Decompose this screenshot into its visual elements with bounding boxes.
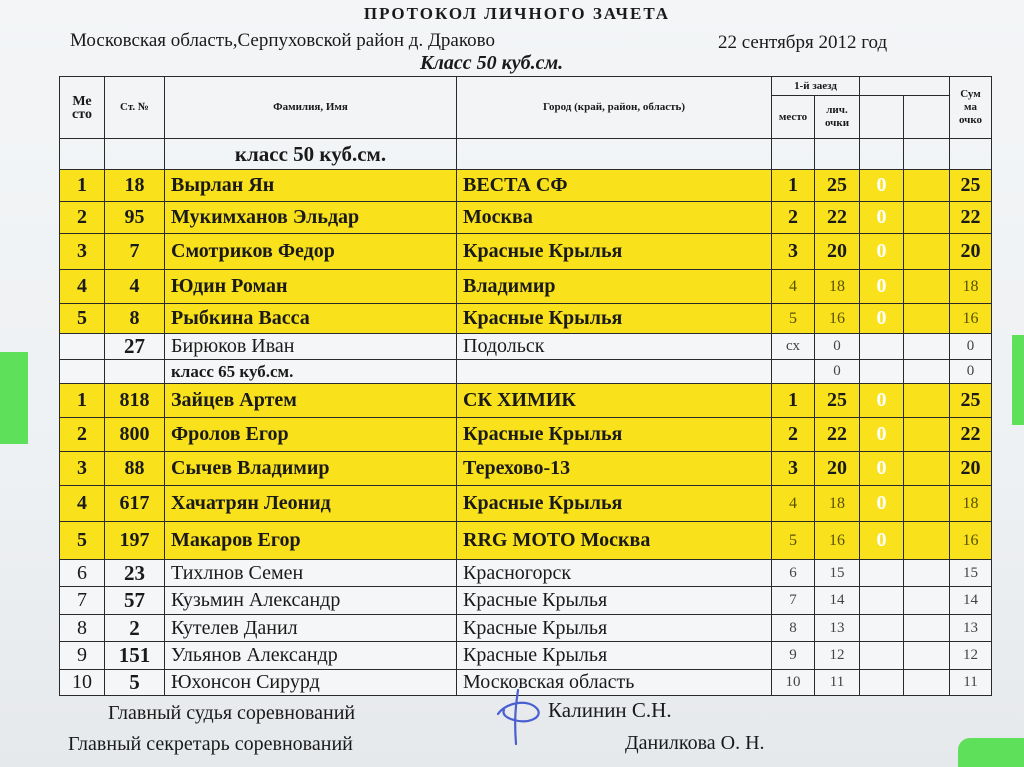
green-tab-right: [1012, 335, 1024, 425]
race-place-cell: 9: [772, 642, 815, 670]
start-no-cell: 197: [105, 522, 165, 560]
total-cell: 11: [950, 670, 992, 696]
table-row: [60, 384, 992, 418]
total-cell: 15: [950, 560, 992, 587]
name-cell: Вырлан Ян: [165, 170, 457, 202]
total-cell: 25: [950, 170, 992, 202]
place-cell: 3: [60, 452, 105, 486]
empty-cell: [904, 642, 950, 670]
points-cell: 11: [815, 670, 860, 696]
col-blank: [860, 77, 950, 96]
empty-cell: [904, 304, 950, 334]
col-city: Город (край, район, область): [457, 77, 772, 139]
table-row: [60, 522, 992, 560]
points-cell: 18: [815, 486, 860, 522]
zero-cell: [860, 334, 904, 360]
city-cell: Московская область: [457, 670, 772, 696]
judge-label: Главный судья соревнований: [108, 702, 356, 724]
total-cell: 18: [950, 486, 992, 522]
section-row: [60, 360, 992, 384]
race-place-cell: 5: [772, 304, 815, 334]
table-row: [60, 486, 992, 522]
total-cell: 16: [950, 304, 992, 334]
start-no-cell: 18: [105, 170, 165, 202]
race-place-cell: 1: [772, 170, 815, 202]
start-no-cell: 23: [105, 560, 165, 587]
city-cell: Красные Крылья: [457, 486, 772, 522]
points-cell: 0: [815, 360, 860, 384]
city-cell: Красные Крылья: [457, 234, 772, 270]
total-cell: 14: [950, 587, 992, 615]
place-cell: 1: [60, 384, 105, 418]
class-heading: Класс 50 куб.см.: [420, 52, 564, 74]
section-row: [60, 139, 992, 170]
city-cell: Красные Крылья: [457, 418, 772, 452]
col-place: Ме сто: [60, 77, 105, 139]
total-cell: 18: [950, 270, 992, 304]
total-cell: 13: [950, 615, 992, 642]
zero-cell: [860, 560, 904, 587]
total-cell: 25: [950, 384, 992, 418]
name-cell: Юдин Роман: [165, 270, 457, 304]
points-cell: 14: [815, 587, 860, 615]
table-row: [60, 615, 992, 642]
city-cell: Москва: [457, 202, 772, 234]
city-cell: Красные Крылья: [457, 642, 772, 670]
name-cell: Ульянов Александр: [165, 642, 457, 670]
points-cell: 13: [815, 615, 860, 642]
table-row: [60, 304, 992, 334]
place-cell: 7: [60, 587, 105, 615]
start-no-cell: 2: [105, 615, 165, 642]
col-start-no: Ст. №: [105, 77, 165, 139]
name-cell: Рыбкина Васса: [165, 304, 457, 334]
total-cell: 12: [950, 642, 992, 670]
event-date: 22 сентября 2012 год: [718, 32, 888, 53]
empty-cell: [904, 202, 950, 234]
place-cell: 5: [60, 304, 105, 334]
total-cell: 0: [950, 360, 992, 384]
table-row: [60, 234, 992, 270]
city-cell: ВЕСТА СФ: [457, 170, 772, 202]
secretary-name: Данилкова О. Н.: [625, 732, 765, 754]
start-no-cell: 4: [105, 270, 165, 304]
total-cell: 20: [950, 452, 992, 486]
points-cell: 22: [815, 202, 860, 234]
race-place-cell: 3: [772, 452, 815, 486]
place-cell: 6: [60, 560, 105, 587]
start-no-cell: 57: [105, 587, 165, 615]
place-cell: 9: [60, 642, 105, 670]
zero-cell: 0: [860, 304, 904, 334]
results-table: [59, 76, 992, 696]
start-no-cell: 818: [105, 384, 165, 418]
start-no-cell: 151: [105, 642, 165, 670]
empty-cell: [904, 234, 950, 270]
total-cell: 22: [950, 202, 992, 234]
start-no-cell: 95: [105, 202, 165, 234]
name-cell: Кутелев Данил: [165, 615, 457, 642]
page-title: ПРОТОКОЛ ЛИЧНОГО ЗАЧЕТА: [363, 4, 671, 23]
zero-cell: [860, 670, 904, 696]
zero-cell: 0: [860, 418, 904, 452]
table-row: [60, 418, 992, 452]
empty-cell: [904, 418, 950, 452]
empty-cell: [904, 270, 950, 304]
race-place-cell: 6: [772, 560, 815, 587]
empty-cell: [904, 334, 950, 360]
secretary-label: Главный секретарь соревнований: [68, 733, 353, 755]
section-class-65: класс 65 куб.см.: [165, 360, 457, 384]
empty-cell: [904, 560, 950, 587]
rows-class-65: [60, 384, 992, 696]
empty-cell: [904, 384, 950, 418]
zero-cell: 0: [860, 486, 904, 522]
name-cell: Зайцев Артем: [165, 384, 457, 418]
race-place-cell: 1: [772, 384, 815, 418]
zero-cell: [860, 615, 904, 642]
points-cell: 16: [815, 304, 860, 334]
green-tab-bottom-right: [958, 738, 1024, 767]
points-cell: 15: [815, 560, 860, 587]
city-cell: RRG МОТО Москва: [457, 522, 772, 560]
name-cell: Бирюков Иван: [165, 334, 457, 360]
city-cell: Терехово-13: [457, 452, 772, 486]
section-class-50: класс 50 куб.см.: [165, 139, 457, 170]
city-cell: Красные Крылья: [457, 304, 772, 334]
place-cell: 4: [60, 270, 105, 304]
city-cell: Красногорск: [457, 560, 772, 587]
points-cell: 0: [815, 334, 860, 360]
name-cell: Фролов Егор: [165, 418, 457, 452]
race-place-cell: 7: [772, 587, 815, 615]
table-row: [60, 452, 992, 486]
city-cell: СК ХИМИК: [457, 384, 772, 418]
start-no-cell: 800: [105, 418, 165, 452]
place-cell: 5: [60, 522, 105, 560]
col-empty-a: [860, 96, 904, 139]
points-cell: 22: [815, 418, 860, 452]
race-place-cell: сх: [772, 334, 815, 360]
points-cell: 12: [815, 642, 860, 670]
zero-cell: 0: [860, 270, 904, 304]
place-cell: 10: [60, 670, 105, 696]
points-cell: 16: [815, 522, 860, 560]
points-cell: 20: [815, 234, 860, 270]
name-cell: Мукимханов Эльдар: [165, 202, 457, 234]
empty-cell: [904, 522, 950, 560]
zero-cell: 0: [860, 522, 904, 560]
col-name: Фамилия, Имя: [165, 77, 457, 139]
rows-class-50: [60, 170, 992, 360]
place-cell: 3: [60, 234, 105, 270]
city-cell: Красные Крылья: [457, 587, 772, 615]
table-row: [60, 170, 992, 202]
points-cell: 25: [815, 170, 860, 202]
city-cell: Подольск: [457, 334, 772, 360]
table-row: [60, 642, 992, 670]
table-row: [60, 270, 992, 304]
race-place-cell: 5: [772, 522, 815, 560]
empty-cell: [904, 615, 950, 642]
name-cell: Сычев Владимир: [165, 452, 457, 486]
col-total: Сум ма очко: [950, 77, 992, 139]
start-no-cell: 7: [105, 234, 165, 270]
race-place-cell: 4: [772, 486, 815, 522]
place-cell: 2: [60, 202, 105, 234]
name-cell: Хачатрян Леонид: [165, 486, 457, 522]
points-cell: 20: [815, 452, 860, 486]
empty-cell: [904, 170, 950, 202]
zero-cell: 0: [860, 202, 904, 234]
place-cell: [60, 334, 105, 360]
total-cell: 0: [950, 334, 992, 360]
col-race1: 1-й заезд: [772, 77, 860, 96]
place-cell: 1: [60, 170, 105, 202]
place-cell: 4: [60, 486, 105, 522]
empty-cell: [904, 452, 950, 486]
table-row: [60, 560, 992, 587]
start-no-cell: 617: [105, 486, 165, 522]
event-location: Московская область,Серпуховской район д. Драково: [70, 30, 495, 51]
zero-cell: 0: [860, 170, 904, 202]
table-row: [60, 587, 992, 615]
city-cell: Владимир: [457, 270, 772, 304]
judge-signature: [488, 684, 544, 748]
empty-cell: [904, 486, 950, 522]
green-tab-left: [0, 352, 28, 444]
race-place-cell: 10: [772, 670, 815, 696]
empty-cell: [904, 587, 950, 615]
name-cell: Кузьмин Александр: [165, 587, 457, 615]
race-place-cell: 2: [772, 202, 815, 234]
name-cell: Макаров Егор: [165, 522, 457, 560]
name-cell: Тихлнов Семен: [165, 560, 457, 587]
col-empty-b: [904, 96, 950, 139]
col-race-points: лич. очки: [815, 96, 860, 139]
zero-cell: 0: [860, 452, 904, 486]
start-no-cell: 27: [105, 334, 165, 360]
name-cell: Смотриков Федор: [165, 234, 457, 270]
start-no-cell: 5: [105, 670, 165, 696]
col-race-place: место: [772, 96, 815, 139]
start-no-cell: 8: [105, 304, 165, 334]
zero-cell: 0: [860, 384, 904, 418]
place-cell: 2: [60, 418, 105, 452]
city-cell: Красные Крылья: [457, 615, 772, 642]
judge-name: Калинин С.Н.: [548, 698, 672, 722]
place-cell: 8: [60, 615, 105, 642]
race-place-cell: 8: [772, 615, 815, 642]
zero-cell: [860, 587, 904, 615]
zero-cell: [860, 642, 904, 670]
table-row: [60, 202, 992, 234]
total-cell: 22: [950, 418, 992, 452]
race-place-cell: 3: [772, 234, 815, 270]
table-row: [60, 334, 992, 360]
race-place-cell: 4: [772, 270, 815, 304]
name-cell: Юхонсон Сирурд: [165, 670, 457, 696]
points-cell: 25: [815, 384, 860, 418]
start-no-cell: 88: [105, 452, 165, 486]
empty-cell: [904, 670, 950, 696]
total-cell: 16: [950, 522, 992, 560]
points-cell: 18: [815, 270, 860, 304]
zero-cell: 0: [860, 234, 904, 270]
race-place-cell: 2: [772, 418, 815, 452]
total-cell: 20: [950, 234, 992, 270]
